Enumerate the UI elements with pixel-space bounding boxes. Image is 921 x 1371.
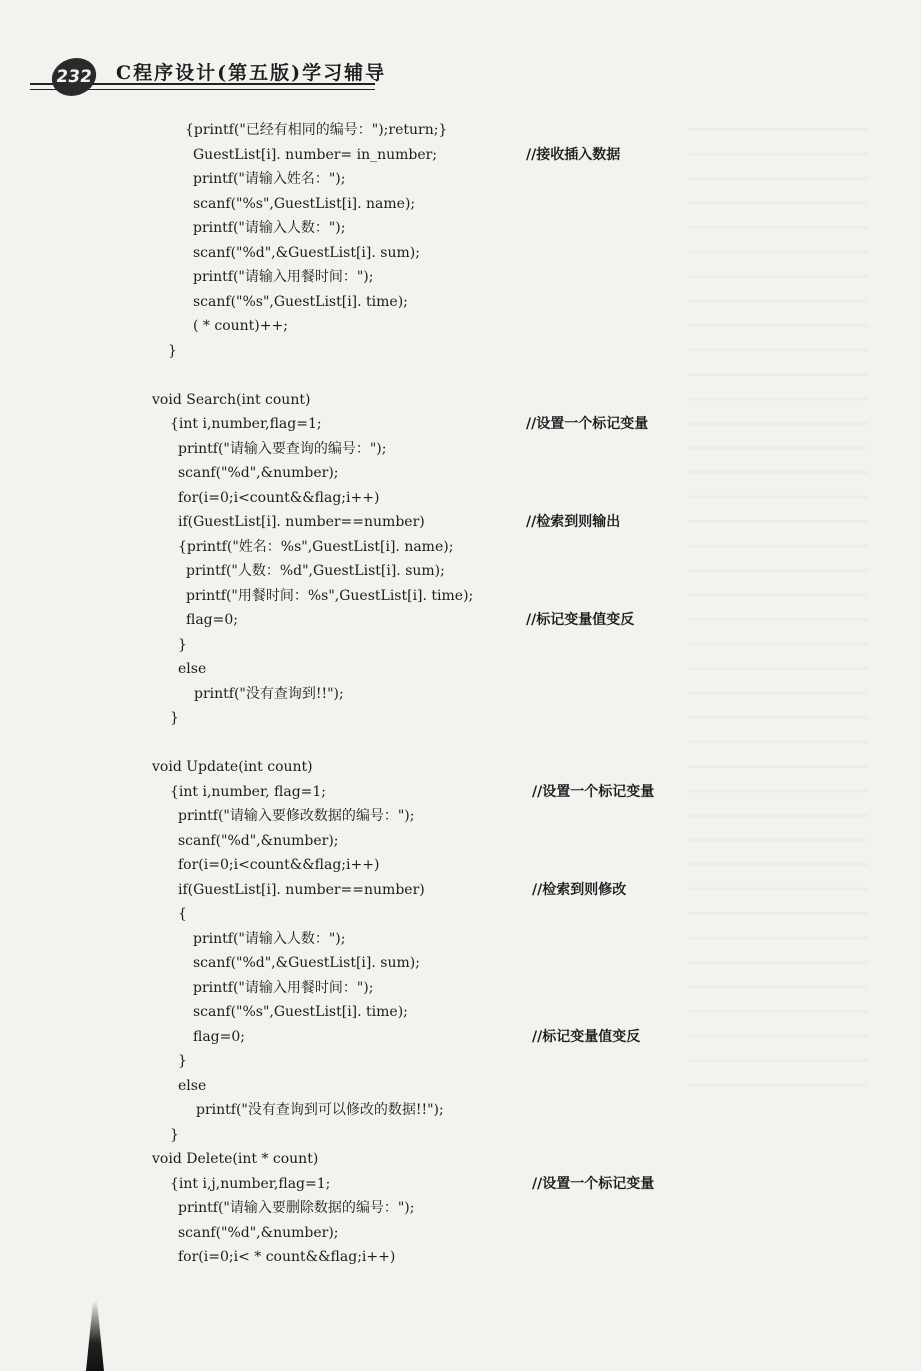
- code-line: {int i,number, flag=1;: [170, 784, 327, 800]
- code-line: {int i,number,flag=1;: [170, 416, 322, 432]
- code-comment: //标记变量值变反: [532, 1029, 641, 1045]
- code-line: else: [178, 1078, 207, 1094]
- code-line: }: [178, 637, 187, 653]
- code-line: {printf("姓名：%s",GuestList[i]. name);: [178, 539, 454, 555]
- code-line: scanf("%s",GuestList[i]. time);: [193, 294, 408, 310]
- code-line: printf("请输入人数：");: [193, 220, 346, 236]
- code-line: printf("请输入姓名：");: [193, 171, 346, 187]
- code-comment: //检索到则输出: [526, 514, 621, 530]
- code-line: printf("请输入用餐时间：");: [193, 269, 374, 285]
- code-line: }: [178, 1053, 187, 1069]
- code-line: scanf("%d",&GuestList[i]. sum);: [193, 245, 420, 261]
- code-line: printf("请输入要修改数据的编号：");: [178, 808, 415, 824]
- code-line: printf("没有查询到!!");: [194, 686, 344, 702]
- code-comment: //检索到则修改: [532, 882, 627, 898]
- code-line: scanf("%s",GuestList[i]. name);: [193, 196, 416, 212]
- code-line: printf("用餐时间：%s",GuestList[i]. time);: [186, 588, 474, 604]
- code-line: printf("请输入用餐时间：");: [193, 980, 374, 996]
- code-line: scanf("%d",&number);: [178, 833, 339, 849]
- code-line: }: [168, 343, 177, 359]
- page-header: [0, 0, 921, 110]
- code-line: if(GuestList[i]. number==number): [178, 882, 425, 898]
- code-line: for(i=0;i<count&&flag;i++): [178, 857, 380, 873]
- code-line: void Delete(int * count): [152, 1151, 319, 1167]
- code-line: scanf("%d",&number);: [178, 1225, 339, 1241]
- code-line: scanf("%s",GuestList[i]. time);: [193, 1004, 408, 1020]
- code-line: printf("没有查询到可以修改的数据!!");: [196, 1102, 444, 1118]
- code-line: printf("请输入人数：");: [193, 931, 346, 947]
- code-line: void Search(int count): [152, 392, 311, 408]
- code-comment: //设置一个标记变量: [532, 1176, 655, 1192]
- code-line: {int i,j,number,flag=1;: [170, 1176, 331, 1192]
- page-number-badge: 232: [49, 58, 98, 96]
- code-line: flag=0;: [186, 612, 239, 628]
- code-line: ( * count)++;: [193, 318, 288, 334]
- code-comment: //标记变量值变反: [526, 612, 635, 628]
- code-line: for(i=0;i< * count&&flag;i++): [178, 1249, 396, 1265]
- code-line: {: [178, 906, 187, 922]
- code-comment: //接收插入数据: [526, 147, 621, 163]
- code-line: scanf("%d",&GuestList[i]. sum);: [193, 955, 420, 971]
- code-line: if(GuestList[i]. number==number): [178, 514, 425, 530]
- code-line: for(i=0;i<count&&flag;i++): [178, 490, 380, 506]
- code-line: }: [170, 710, 179, 726]
- code-line: printf("请输入要查询的编号：");: [178, 441, 387, 457]
- code-line: printf("人数：%d",GuestList[i]. sum);: [186, 563, 445, 579]
- bleed-through-text: [688, 110, 868, 1090]
- code-line: void Update(int count): [152, 759, 313, 775]
- code-line: else: [178, 661, 207, 677]
- code-line: scanf("%d",&number);: [178, 465, 339, 481]
- code-line: flag=0;: [193, 1029, 246, 1045]
- code-comment: //设置一个标记变量: [526, 416, 649, 432]
- code-comment: //设置一个标记变量: [532, 784, 655, 800]
- code-line: printf("请输入要删除数据的编号：");: [178, 1200, 415, 1216]
- page-edge-shadow: [86, 1300, 104, 1371]
- book-title: C程序设计(第五版)学习辅导: [116, 62, 387, 84]
- code-line: {printf("已经有相同的编号：");return;}: [185, 122, 448, 138]
- code-line: }: [170, 1127, 179, 1143]
- code-line: GuestList[i]. number= in_number;: [193, 147, 438, 163]
